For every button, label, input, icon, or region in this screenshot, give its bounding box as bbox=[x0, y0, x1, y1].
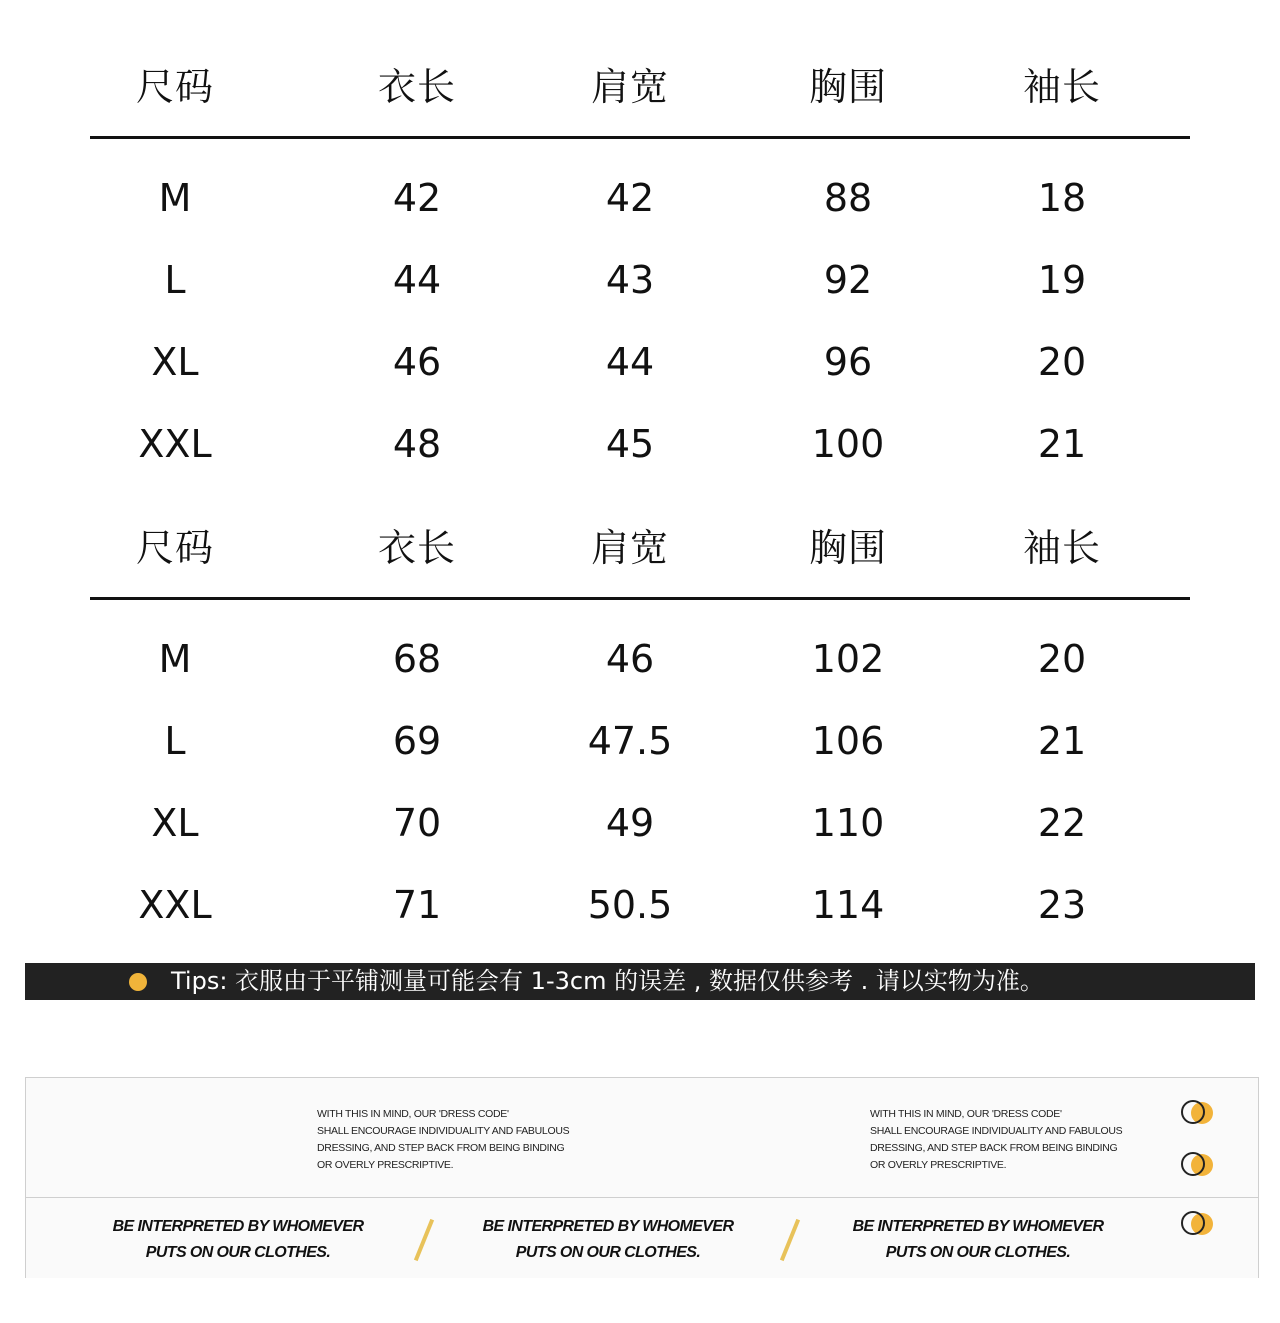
cell-size: XXL bbox=[138, 422, 212, 466]
ring-dot-icon bbox=[1179, 1098, 1223, 1128]
cell-chest: 96 bbox=[823, 340, 873, 384]
paragraph-line: WITH THIS IN MIND, OUR 'DRESS CODE' bbox=[870, 1108, 1062, 1120]
cell-size: XL bbox=[151, 340, 199, 384]
table-row bbox=[90, 782, 1190, 864]
cell-size: L bbox=[164, 258, 186, 302]
header-divider bbox=[90, 136, 1190, 139]
paragraph-line: DRESSING, AND STEP BACK FROM BEING BINDING bbox=[317, 1142, 565, 1154]
slogan bbox=[828, 1214, 1128, 1266]
cell-sleeve: 20 bbox=[1037, 340, 1087, 384]
cell-shoulder: 45 bbox=[605, 422, 655, 466]
table-header-row bbox=[90, 46, 1190, 128]
cell-size: XL bbox=[151, 801, 199, 845]
cell-shoulder: 44 bbox=[605, 340, 655, 384]
cell-chest: 88 bbox=[823, 176, 873, 220]
cell-chest: 114 bbox=[811, 883, 885, 927]
paragraph-line: OR OVERLY PRESCRIPTIVE. bbox=[317, 1159, 454, 1171]
table-row bbox=[90, 700, 1190, 782]
cell-length: 68 bbox=[392, 637, 442, 681]
banner-divider bbox=[26, 1197, 1258, 1198]
cell-shoulder: 46 bbox=[605, 637, 655, 681]
ring-dot-icon bbox=[1179, 1209, 1223, 1239]
slogan-line: PUTS ON OUR CLOTHES. bbox=[145, 1244, 331, 1261]
slash-divider-icon bbox=[414, 1219, 434, 1261]
table-row bbox=[90, 403, 1190, 485]
size-table-2 bbox=[90, 507, 1190, 946]
cell-sleeve: 21 bbox=[1037, 719, 1087, 763]
cell-size: M bbox=[158, 176, 192, 220]
cell-shoulder: 50.5 bbox=[587, 883, 673, 927]
table-row bbox=[90, 157, 1190, 239]
cell-length: 70 bbox=[392, 801, 442, 845]
header-size: 尺码 bbox=[135, 65, 214, 109]
slogan-line: BE INTERPRETED BY WHOMEVER bbox=[852, 1218, 1104, 1235]
cell-chest: 110 bbox=[811, 801, 885, 845]
cell-shoulder: 47.5 bbox=[587, 719, 673, 763]
cell-sleeve: 20 bbox=[1037, 637, 1087, 681]
cell-chest: 100 bbox=[811, 422, 885, 466]
ring-dot-icon bbox=[1179, 1150, 1223, 1180]
slogan-line: BE INTERPRETED BY WHOMEVER bbox=[482, 1218, 734, 1235]
slogan bbox=[458, 1214, 758, 1266]
tips-text: Tips: 衣服由于平铺测量可能会有 1-3cm 的误差 , 数据仅供参考 . 请以实物为准。 bbox=[171, 967, 1044, 995]
header-chest: 胸围 bbox=[808, 526, 887, 570]
header-divider bbox=[90, 597, 1190, 600]
cell-chest: 92 bbox=[823, 258, 873, 302]
dress-code-paragraph bbox=[317, 1106, 637, 1174]
header-chest: 胸围 bbox=[808, 65, 887, 109]
tips-bar bbox=[25, 963, 1255, 1000]
dress-code-paragraph bbox=[870, 1106, 1190, 1174]
slogan-line: PUTS ON OUR CLOTHES. bbox=[515, 1244, 701, 1261]
cell-chest: 106 bbox=[811, 719, 885, 763]
paragraph-line: SHALL ENCOURAGE INDIVIDUALITY AND FABULOUS bbox=[870, 1125, 1123, 1137]
cell-shoulder: 42 bbox=[605, 176, 655, 220]
cell-size: XXL bbox=[138, 883, 212, 927]
header-shoulder: 肩宽 bbox=[590, 65, 669, 109]
cell-length: 46 bbox=[392, 340, 442, 384]
table-row bbox=[90, 618, 1190, 700]
table-row bbox=[90, 321, 1190, 403]
cell-shoulder: 49 bbox=[605, 801, 655, 845]
size-table-1 bbox=[90, 46, 1190, 485]
header-sleeve: 袖长 bbox=[1022, 65, 1101, 109]
cell-sleeve: 18 bbox=[1037, 176, 1087, 220]
header-sleeve: 袖长 bbox=[1022, 526, 1101, 570]
slogan bbox=[88, 1214, 388, 1266]
bullet-dot-icon bbox=[129, 973, 147, 991]
cell-size: M bbox=[158, 637, 192, 681]
slogan-line: PUTS ON OUR CLOTHES. bbox=[885, 1244, 1071, 1261]
header-size: 尺码 bbox=[135, 526, 214, 570]
cell-length: 71 bbox=[392, 883, 442, 927]
slogan-line: BE INTERPRETED BY WHOMEVER bbox=[112, 1218, 364, 1235]
header-length: 衣长 bbox=[377, 65, 456, 109]
slash-divider-icon bbox=[780, 1219, 800, 1261]
table-header-row bbox=[90, 507, 1190, 589]
cell-chest: 102 bbox=[811, 637, 885, 681]
paragraph-line: DRESSING, AND STEP BACK FROM BEING BINDING bbox=[870, 1142, 1118, 1154]
cell-sleeve: 22 bbox=[1037, 801, 1087, 845]
cell-length: 48 bbox=[392, 422, 442, 466]
table-row bbox=[90, 239, 1190, 321]
cell-size: L bbox=[164, 719, 186, 763]
cell-shoulder: 43 bbox=[605, 258, 655, 302]
paragraph-line: OR OVERLY PRESCRIPTIVE. bbox=[870, 1159, 1007, 1171]
cell-sleeve: 19 bbox=[1037, 258, 1087, 302]
cell-sleeve: 21 bbox=[1037, 422, 1087, 466]
cell-length: 42 bbox=[392, 176, 442, 220]
header-length: 衣长 bbox=[377, 526, 456, 570]
brand-banner bbox=[25, 1077, 1259, 1278]
header-shoulder: 肩宽 bbox=[590, 526, 669, 570]
paragraph-line: WITH THIS IN MIND, OUR 'DRESS CODE' bbox=[317, 1108, 509, 1120]
paragraph-line: SHALL ENCOURAGE INDIVIDUALITY AND FABULOUS bbox=[317, 1125, 570, 1137]
cell-length: 69 bbox=[392, 719, 442, 763]
cell-sleeve: 23 bbox=[1037, 883, 1087, 927]
cell-length: 44 bbox=[392, 258, 442, 302]
table-row bbox=[90, 864, 1190, 946]
